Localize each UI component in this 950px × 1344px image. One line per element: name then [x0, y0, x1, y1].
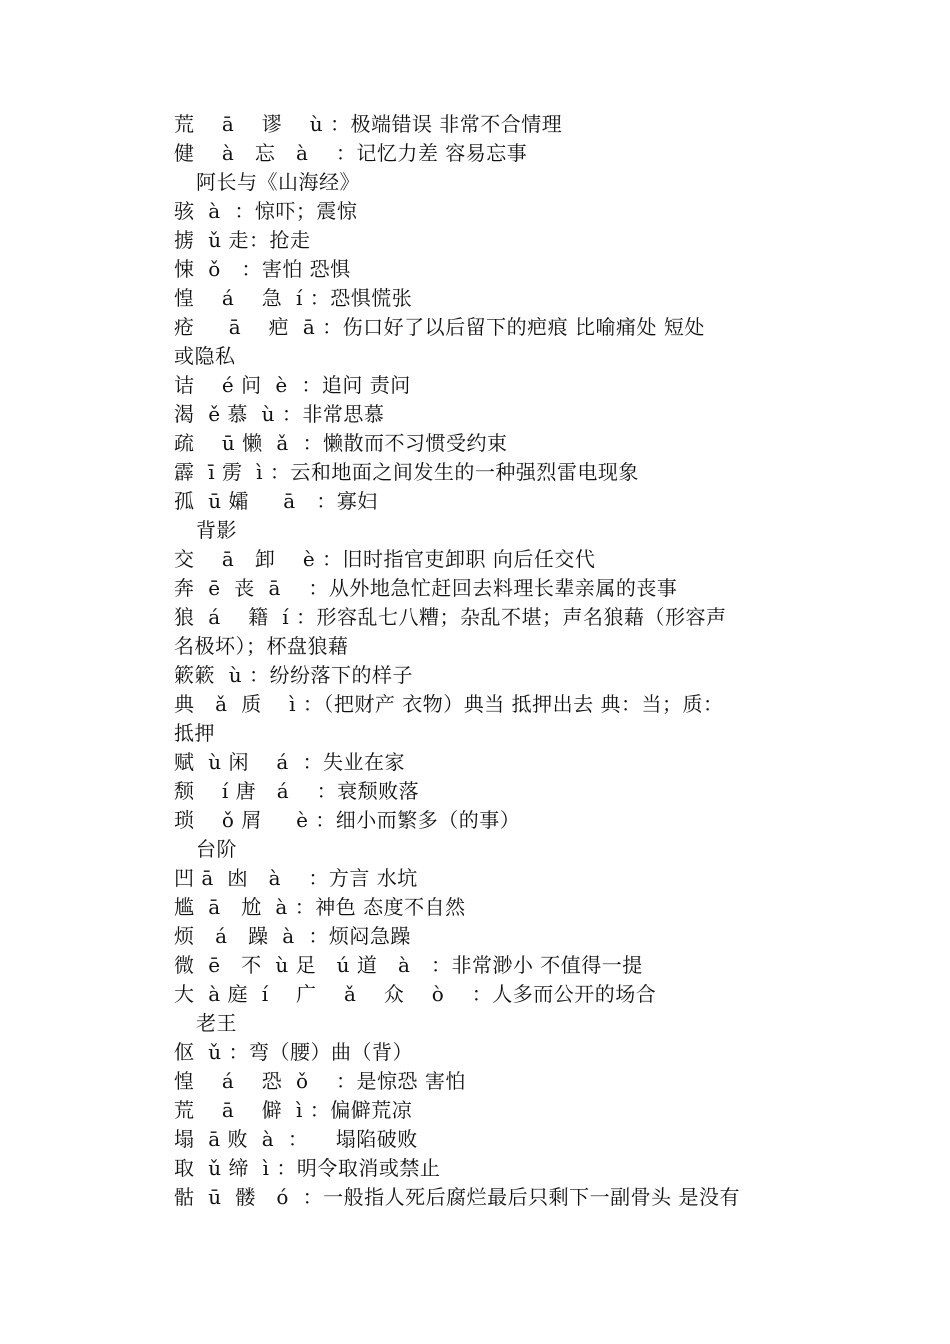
vocab-line: 狼 á 籍 í ：形容乱七八糟；杂乱不堪；声名狼藉（形容声	[174, 605, 727, 629]
section-heading: 老王	[196, 1011, 237, 1035]
vocab-line: 塌 ā 败 à ： 塌陷破败	[174, 1127, 418, 1151]
vocab-line: 典 ǎ 质 ì ：（把财产 衣物）典当 抵押出去 典：当；质：	[174, 692, 724, 716]
vocab-line: 掳 ǔ 走：抢走	[174, 228, 311, 252]
vocab-line: 或隐私	[174, 344, 236, 368]
vocab-line: 荒 ā 僻 ì ：偏僻荒凉	[174, 1098, 413, 1122]
vocab-line: 孤 ū 孀 ā ：寡妇	[174, 489, 378, 513]
vocab-line: 交 ā 卸 è ：旧时指官吏卸职 向后任交代	[174, 547, 596, 571]
vocab-line: 渴 ě 慕 ù ：非常思慕	[174, 402, 385, 426]
vocab-line: 诘 é 问 è ：追问 责问	[174, 373, 411, 397]
vocab-line: 奔 ē 丧 ā ：从外地急忙赶回去料理长辈亲属的丧事	[174, 576, 678, 600]
vocab-line: 尴 ā 尬 à ：神色 态度不自然	[174, 895, 466, 919]
vocab-line: 簌簌 ù ：纷纷落下的样子	[174, 663, 413, 687]
vocab-line: 疏 ū 懒 ǎ ：懒散而不习惯受约束	[174, 431, 508, 455]
vocab-line: 微 ē 不 ù 足 ú 道 à ：非常渺小 不值得一提	[174, 953, 643, 977]
vocab-line: 健 à 忘 à ：记忆力差 容易忘事	[174, 141, 528, 165]
vocab-line: 疮 ā 疤 ā ：伤口好了以后留下的疤痕 比喻痛处 短处	[174, 315, 705, 339]
vocabulary-list	[174, 110, 824, 1212]
vocab-line: 名极坏）；杯盘狼藉	[174, 634, 349, 658]
vocab-line: 惶 á 急 í ：恐惧慌张	[174, 286, 413, 310]
section-heading: 阿长与《山海经》	[196, 170, 360, 194]
vocab-line: 荒 ā 谬 ù ：极端错误 非常不合情理	[174, 112, 563, 136]
vocab-line: 琐 ǒ 屑 è ：细小而繁多（的事）	[174, 808, 521, 832]
vocab-line: 骇 à ：惊吓；震惊	[174, 199, 358, 223]
vocab-line: 悚 ǒ ：害怕 恐惧	[174, 257, 351, 281]
vocab-line: 颓 í 唐 á ：衰颓败落	[174, 779, 420, 803]
vocab-line: 霹 ī 雳 ì ：云和地面之间发生的一种强烈雷电现象	[174, 460, 639, 484]
section-heading: 台阶	[196, 837, 237, 861]
vocab-line: 赋 ù 闲 á ：失业在家	[174, 750, 406, 774]
vocab-line: 取 ǔ 缔 ì ：明令取消或禁止	[174, 1156, 441, 1180]
vocab-line: 惶 á 恐 ǒ ：是惊恐 害怕	[174, 1069, 466, 1093]
vocab-line: 大 à 庭 í 广 ǎ 众 ò ：人多而公开的场合	[174, 982, 657, 1006]
vocab-line: 凹 ā 凼 à ：方言 水坑	[174, 866, 418, 890]
vocab-line: 伛 ǔ ：弯（腰）曲（背）	[174, 1040, 413, 1064]
vocab-line: 烦 á 躁 à ：烦闷急躁	[174, 924, 411, 948]
vocab-line: 骷 ū 髅 ó ：一般指人死后腐烂最后只剩下一副骨头 是没有	[174, 1185, 740, 1209]
section-heading: 背影	[196, 518, 237, 542]
vocab-line: 抵押	[174, 721, 215, 745]
